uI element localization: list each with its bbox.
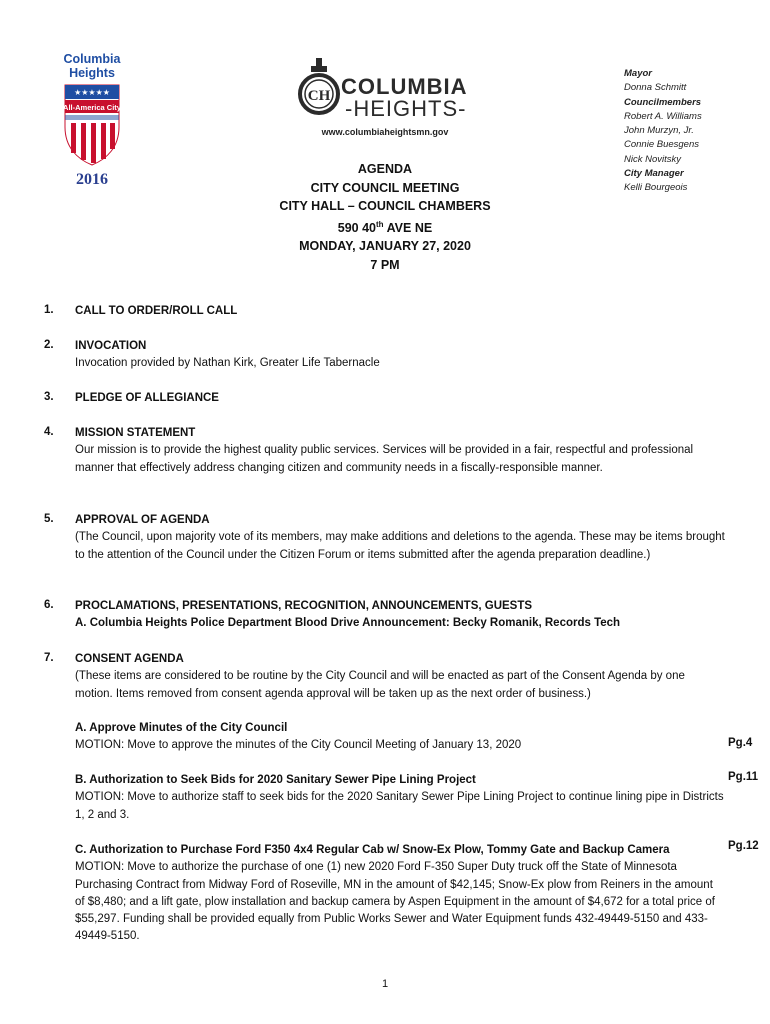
- consent-c-motion: MOTION: Move to authorize the purchase of one (1) new 2020 Ford F-350 Super Duty truck off the State of Minnesota Purchasing Contract from Midway Ford of Roseville, MN in the amount of $42,145; Snow-Ex plow from Reiners in the amount of $8,480; and a lift gate, plow installation and backup camera by Aspen Equipment in the amount of $4,672 for a total price of $55,297. Funding shall be provided equally from Public Works Sewer and Water Equipment funds 432-49449-5150 and 433-49449-5150.: [75, 861, 715, 943]
- header-address: 590 40th AVE NE: [337, 219, 433, 235]
- item-text: (The Council, upon majority vote of its members, may make additions and deletions to the agenda. These may be items brought to the attention of the Council under the Citizen Forum or items submitted after the agenda preparation deadline.): [75, 531, 725, 561]
- header-location: CITY HALL – COUNCIL CHAMBERS: [279, 199, 491, 213]
- consent-b-motion: MOTION: Move to authorize staff to seek bids for the 2020 Sanitary Sewer Pipe Lining Project to continue lining pipe in Districts 1, 2 and 3.: [75, 791, 724, 821]
- item-title: CALL TO ORDER/ROLL CALL: [75, 305, 238, 317]
- agenda-item-consent: [75, 651, 725, 703]
- consent-item-c: [75, 842, 725, 946]
- award-logo-line1: Columbia: [63, 52, 121, 66]
- logo-word-columbia: COLUMBIA: [341, 74, 468, 99]
- monogram-text: CH: [307, 88, 331, 104]
- item-title: APPROVAL OF AGENDA: [75, 514, 210, 526]
- item-sub-a: A. Columbia Heights Police Department Blood Drive Announcement: Becky Romanik, Records Tech: [75, 617, 621, 630]
- item-number: 6.: [44, 599, 54, 611]
- agenda-item-invocation: [75, 338, 725, 373]
- officials-list: [624, 67, 702, 196]
- item-number: 1.: [44, 304, 54, 316]
- page-number: 1: [381, 978, 389, 990]
- manager-title: City Manager: [624, 168, 684, 180]
- page-ref-c[interactable]: Pg.12: [728, 840, 759, 852]
- item-number: 2.: [44, 339, 54, 351]
- item-title: INVOCATION: [75, 340, 147, 352]
- item-number: 4.: [44, 426, 54, 438]
- agenda-item-call-to-order: [75, 303, 725, 320]
- item-number: 7.: [44, 652, 54, 664]
- city-logo: [297, 58, 477, 123]
- svg-text:★★★★★: ★★★★★: [74, 88, 110, 97]
- item-title: CONSENT AGENDA: [75, 653, 184, 665]
- consent-b-title: B. Authorization to Seek Bids for 2020 Sanitary Sewer Pipe Lining Project: [75, 774, 476, 786]
- consent-a-title: A. Approve Minutes of the City Council: [75, 722, 288, 734]
- header-time: 7 PM: [370, 257, 400, 272]
- item-title: PLEDGE OF ALLEGIANCE: [75, 392, 219, 404]
- council-member: Robert A. Williams: [624, 110, 702, 122]
- award-logo-line2: Heights: [69, 66, 115, 80]
- mayor-name: Donna Schmitt: [624, 82, 687, 94]
- award-badge-text: All-America City: [63, 103, 121, 112]
- page-ref-b[interactable]: Pg.11: [728, 771, 759, 783]
- header-date: MONDAY, JANUARY 27, 2020: [299, 239, 471, 254]
- item-text: Our mission is to provide the highest quality public services. Services will be provided in a fair, respectful and professional manner that effectively address changing citizen and community needs in a fiscally-responsible manner.: [75, 444, 694, 474]
- item-text: (These items are considered to be routine by the City Council and will be enacted as part of the Consent Agenda by one motion. Items removed from consent agenda approval will be taken up as the next order of business.): [75, 670, 685, 700]
- item-title: PROCLAMATIONS, PRESENTATIONS, RECOGNITION, ANNOUNCEMENTS, GUESTS: [75, 600, 533, 612]
- agenda-item-pledge: [75, 390, 725, 407]
- all-america-city-logo: [58, 52, 126, 189]
- consent-item-b: [75, 772, 725, 824]
- website-url[interactable]: www.columbiaheightsmn.gov: [321, 127, 449, 137]
- item-number: 3.: [44, 391, 54, 403]
- consent-c-title: C. Authorization to Purchase Ford F350 4x4 Regular Cab w/ Snow-Ex Plow, Tommy Gate and Backup Camera: [75, 844, 670, 856]
- agenda-item-proclamations: [75, 598, 725, 633]
- council-title: Councilmembers: [624, 96, 702, 108]
- item-number: 5.: [44, 513, 54, 525]
- item-text: Invocation provided by Nathan Kirk, Greater Life Tabernacle: [75, 357, 380, 370]
- consent-a-motion: MOTION: Move to approve the minutes of the City Council Meeting of January 13, 2020: [75, 739, 522, 752]
- council-member: John Murzyn, Jr.: [624, 125, 694, 137]
- item-title: MISSION STATEMENT: [75, 427, 196, 439]
- agenda-header: [270, 160, 500, 274]
- header-meeting: CITY COUNCIL MEETING: [310, 180, 460, 195]
- agenda-item-mission: [75, 425, 725, 477]
- logo-word-heights: -HEIGHTS-: [345, 96, 467, 121]
- manager-name: Kelli Bourgeois: [624, 182, 688, 194]
- award-year: 2016: [76, 171, 108, 188]
- consent-item-a: [75, 720, 725, 755]
- ch-monogram-icon: [297, 58, 341, 118]
- agenda-item-approval: [75, 512, 725, 564]
- council-member: Nick Novitsky: [624, 153, 682, 165]
- shield-icon: [63, 83, 121, 167]
- mayor-title: Mayor: [624, 68, 652, 79]
- council-member: Connie Buesgens: [624, 139, 699, 151]
- page-ref-a[interactable]: Pg.4: [728, 737, 753, 749]
- header-agenda: AGENDA: [357, 162, 413, 176]
